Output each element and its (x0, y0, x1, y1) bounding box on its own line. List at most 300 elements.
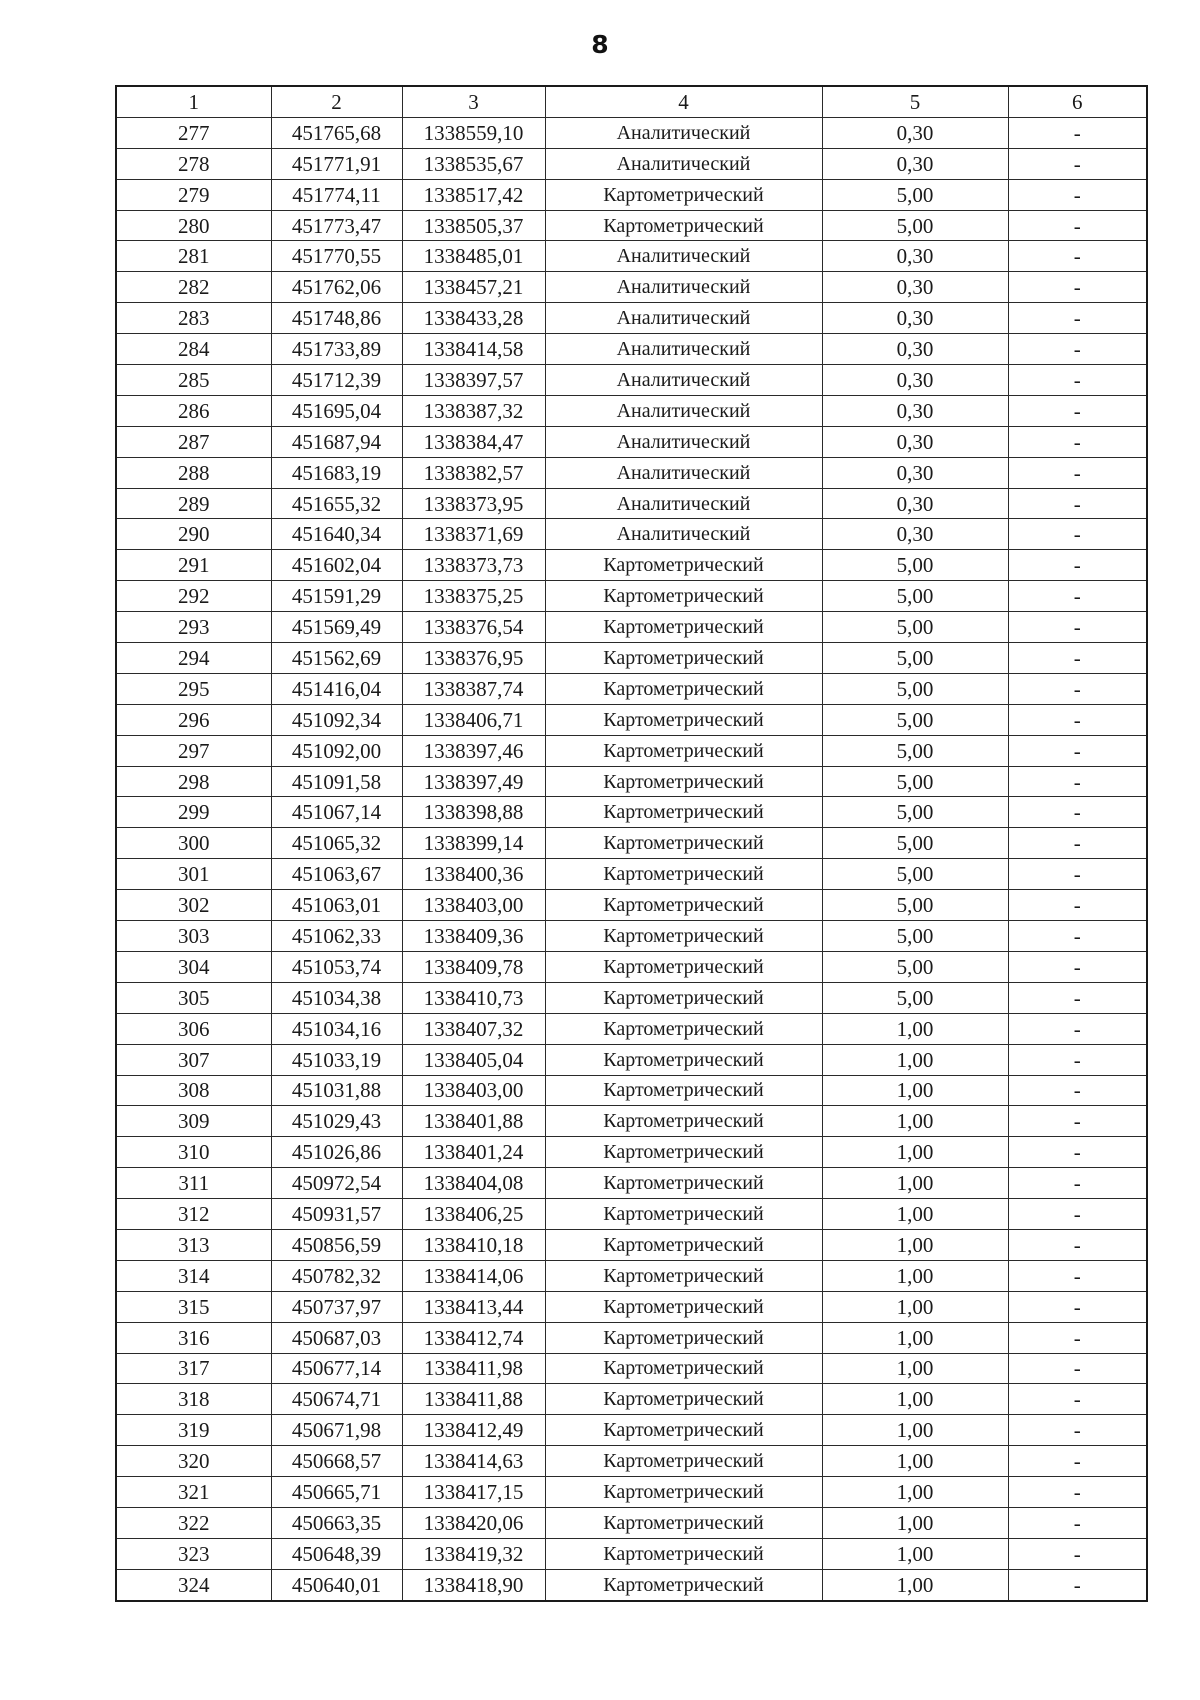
note-cell: - (1008, 951, 1147, 982)
accuracy-cell: 1,00 (822, 1538, 1008, 1569)
table-row (116, 643, 1147, 674)
accuracy-cell: 0,30 (822, 148, 1008, 179)
point-number-cell: 279 (116, 179, 271, 210)
y-coordinate-cell: 1338404,08 (402, 1168, 545, 1199)
note-cell: - (1008, 1291, 1147, 1322)
note-cell: - (1008, 519, 1147, 550)
accuracy-cell: 5,00 (822, 735, 1008, 766)
accuracy-cell: 5,00 (822, 179, 1008, 210)
note-cell: - (1008, 859, 1147, 890)
table-row (116, 1075, 1147, 1106)
accuracy-cell: 1,00 (822, 1168, 1008, 1199)
note-cell: - (1008, 1569, 1147, 1600)
y-coordinate-cell: 1338505,37 (402, 210, 545, 241)
point-number-cell: 323 (116, 1538, 271, 1569)
point-number-cell: 315 (116, 1291, 271, 1322)
y-coordinate-cell: 1338387,32 (402, 395, 545, 426)
note-cell: - (1008, 272, 1147, 303)
accuracy-cell: 0,30 (822, 117, 1008, 148)
point-number-cell: 305 (116, 982, 271, 1013)
point-number-cell: 308 (116, 1075, 271, 1106)
y-coordinate-cell: 1338412,74 (402, 1322, 545, 1353)
point-number-cell: 313 (116, 1229, 271, 1260)
point-number-cell: 291 (116, 550, 271, 581)
note-cell: - (1008, 982, 1147, 1013)
y-coordinate-cell: 1338373,73 (402, 550, 545, 581)
note-cell: - (1008, 1446, 1147, 1477)
table-row (116, 334, 1147, 365)
method-cell: Картометрический (545, 581, 822, 612)
accuracy-cell: 5,00 (822, 581, 1008, 612)
note-cell: - (1008, 148, 1147, 179)
accuracy-cell: 1,00 (822, 1477, 1008, 1508)
method-cell: Аналитический (545, 365, 822, 396)
method-cell: Картометрический (545, 210, 822, 241)
method-cell: Аналитический (545, 334, 822, 365)
note-cell: - (1008, 673, 1147, 704)
x-coordinate-cell: 451034,38 (271, 982, 402, 1013)
point-number-cell: 277 (116, 117, 271, 148)
table-row (116, 673, 1147, 704)
method-cell: Аналитический (545, 488, 822, 519)
note-cell: - (1008, 1353, 1147, 1384)
table-row (116, 1199, 1147, 1230)
y-coordinate-cell: 1338457,21 (402, 272, 545, 303)
x-coordinate-cell: 450640,01 (271, 1569, 402, 1600)
x-coordinate-cell: 451053,74 (271, 951, 402, 982)
table-row (116, 735, 1147, 766)
method-cell: Картометрический (545, 1569, 822, 1600)
x-coordinate-cell: 451770,55 (271, 241, 402, 272)
table-row (116, 550, 1147, 581)
method-cell: Аналитический (545, 395, 822, 426)
accuracy-cell: 0,30 (822, 519, 1008, 550)
point-number-cell: 299 (116, 797, 271, 828)
point-number-cell: 284 (116, 334, 271, 365)
note-cell: - (1008, 365, 1147, 396)
y-coordinate-cell: 1338400,36 (402, 859, 545, 890)
x-coordinate-cell: 451065,32 (271, 828, 402, 859)
y-coordinate-cell: 1338410,73 (402, 982, 545, 1013)
table-row (116, 1137, 1147, 1168)
accuracy-cell: 0,30 (822, 365, 1008, 396)
method-cell: Картометрический (545, 1168, 822, 1199)
x-coordinate-cell: 450931,57 (271, 1199, 402, 1230)
x-coordinate-cell: 451765,68 (271, 117, 402, 148)
method-cell: Картометрический (545, 797, 822, 828)
method-cell: Аналитический (545, 519, 822, 550)
x-coordinate-cell: 451695,04 (271, 395, 402, 426)
x-coordinate-cell: 451733,89 (271, 334, 402, 365)
point-number-cell: 311 (116, 1168, 271, 1199)
x-coordinate-cell: 450663,35 (271, 1507, 402, 1538)
point-number-cell: 298 (116, 766, 271, 797)
y-coordinate-cell: 1338535,67 (402, 148, 545, 179)
point-number-cell: 317 (116, 1353, 271, 1384)
note-cell: - (1008, 426, 1147, 457)
table-row (116, 519, 1147, 550)
accuracy-cell: 1,00 (822, 1013, 1008, 1044)
table-row (116, 828, 1147, 859)
point-number-cell: 300 (116, 828, 271, 859)
x-coordinate-cell: 451562,69 (271, 643, 402, 674)
accuracy-cell: 1,00 (822, 1384, 1008, 1415)
note-cell: - (1008, 797, 1147, 828)
table-row (116, 303, 1147, 334)
x-coordinate-cell: 450677,14 (271, 1353, 402, 1384)
y-coordinate-cell: 1338413,44 (402, 1291, 545, 1322)
y-coordinate-cell: 1338397,46 (402, 735, 545, 766)
table-row (116, 890, 1147, 921)
y-coordinate-cell: 1338419,32 (402, 1538, 545, 1569)
x-coordinate-cell: 450668,57 (271, 1446, 402, 1477)
y-coordinate-cell: 1338384,47 (402, 426, 545, 457)
method-cell: Аналитический (545, 148, 822, 179)
x-coordinate-cell: 450737,97 (271, 1291, 402, 1322)
accuracy-cell: 5,00 (822, 797, 1008, 828)
y-coordinate-cell: 1338376,54 (402, 612, 545, 643)
point-number-cell: 306 (116, 1013, 271, 1044)
x-coordinate-cell: 451034,16 (271, 1013, 402, 1044)
y-coordinate-cell: 1338397,57 (402, 365, 545, 396)
method-cell: Картометрический (545, 673, 822, 704)
accuracy-cell: 5,00 (822, 673, 1008, 704)
table-body (116, 117, 1147, 1600)
method-cell: Картометрический (545, 828, 822, 859)
note-cell: - (1008, 1384, 1147, 1415)
table-row (116, 1477, 1147, 1508)
table-row (116, 1291, 1147, 1322)
table-row (116, 148, 1147, 179)
method-cell: Картометрический (545, 1229, 822, 1260)
note-cell: - (1008, 735, 1147, 766)
note-cell: - (1008, 704, 1147, 735)
note-cell: - (1008, 457, 1147, 488)
method-cell: Картометрический (545, 1507, 822, 1538)
table-row (116, 272, 1147, 303)
table-row (116, 982, 1147, 1013)
table-row (116, 766, 1147, 797)
x-coordinate-cell: 451773,47 (271, 210, 402, 241)
table-row (116, 1507, 1147, 1538)
y-coordinate-cell: 1338376,95 (402, 643, 545, 674)
note-cell: - (1008, 488, 1147, 519)
note-cell: - (1008, 1229, 1147, 1260)
method-cell: Картометрический (545, 766, 822, 797)
point-number-cell: 320 (116, 1446, 271, 1477)
point-number-cell: 319 (116, 1415, 271, 1446)
table-row (116, 1353, 1147, 1384)
method-cell: Картометрический (545, 1199, 822, 1230)
accuracy-cell: 1,00 (822, 1415, 1008, 1446)
column-header-2: 2 (271, 86, 402, 117)
note-cell: - (1008, 643, 1147, 674)
point-number-cell: 296 (116, 704, 271, 735)
note-cell: - (1008, 766, 1147, 797)
method-cell: Аналитический (545, 117, 822, 148)
y-coordinate-cell: 1338409,36 (402, 921, 545, 952)
y-coordinate-cell: 1338373,95 (402, 488, 545, 519)
note-cell: - (1008, 581, 1147, 612)
point-number-cell: 290 (116, 519, 271, 550)
accuracy-cell: 5,00 (822, 982, 1008, 1013)
point-number-cell: 288 (116, 457, 271, 488)
y-coordinate-cell: 1338433,28 (402, 303, 545, 334)
accuracy-cell: 1,00 (822, 1199, 1008, 1230)
y-coordinate-cell: 1338375,25 (402, 581, 545, 612)
point-number-cell: 322 (116, 1507, 271, 1538)
note-cell: - (1008, 1477, 1147, 1508)
accuracy-cell: 1,00 (822, 1569, 1008, 1600)
column-header-6: 6 (1008, 86, 1147, 117)
note-cell: - (1008, 1137, 1147, 1168)
table-row (116, 457, 1147, 488)
accuracy-cell: 1,00 (822, 1229, 1008, 1260)
method-cell: Картометрический (545, 735, 822, 766)
y-coordinate-cell: 1338559,10 (402, 117, 545, 148)
x-coordinate-cell: 451569,49 (271, 612, 402, 643)
y-coordinate-cell: 1338406,25 (402, 1199, 545, 1230)
y-coordinate-cell: 1338409,78 (402, 951, 545, 982)
y-coordinate-cell: 1338420,06 (402, 1507, 545, 1538)
y-coordinate-cell: 1338401,88 (402, 1106, 545, 1137)
table-row (116, 859, 1147, 890)
table-row (116, 951, 1147, 982)
method-cell: Картометрический (545, 1322, 822, 1353)
point-number-cell: 321 (116, 1477, 271, 1508)
table-row (116, 1229, 1147, 1260)
x-coordinate-cell: 450972,54 (271, 1168, 402, 1199)
x-coordinate-cell: 451067,14 (271, 797, 402, 828)
table-row (116, 1013, 1147, 1044)
accuracy-cell: 1,00 (822, 1353, 1008, 1384)
accuracy-cell: 0,30 (822, 334, 1008, 365)
x-coordinate-cell: 451091,58 (271, 766, 402, 797)
y-coordinate-cell: 1338401,24 (402, 1137, 545, 1168)
point-number-cell: 294 (116, 643, 271, 674)
accuracy-cell: 0,30 (822, 488, 1008, 519)
accuracy-cell: 0,30 (822, 457, 1008, 488)
x-coordinate-cell: 451092,34 (271, 704, 402, 735)
point-number-cell: 280 (116, 210, 271, 241)
point-number-cell: 297 (116, 735, 271, 766)
point-number-cell: 310 (116, 1137, 271, 1168)
column-header-3: 3 (402, 86, 545, 117)
method-cell: Картометрический (545, 1260, 822, 1291)
x-coordinate-cell: 451026,86 (271, 1137, 402, 1168)
point-number-cell: 282 (116, 272, 271, 303)
table-row (116, 365, 1147, 396)
point-number-cell: 314 (116, 1260, 271, 1291)
y-coordinate-cell: 1338405,04 (402, 1044, 545, 1075)
x-coordinate-cell: 451062,33 (271, 921, 402, 952)
method-cell: Картометрический (545, 1137, 822, 1168)
accuracy-cell: 0,30 (822, 303, 1008, 334)
x-coordinate-cell: 451762,06 (271, 272, 402, 303)
accuracy-cell: 0,30 (822, 395, 1008, 426)
point-number-cell: 295 (116, 673, 271, 704)
accuracy-cell: 5,00 (822, 704, 1008, 735)
note-cell: - (1008, 1415, 1147, 1446)
point-number-cell: 292 (116, 581, 271, 612)
point-number-cell: 293 (116, 612, 271, 643)
y-coordinate-cell: 1338414,63 (402, 1446, 545, 1477)
note-cell: - (1008, 1199, 1147, 1230)
method-cell: Картометрический (545, 982, 822, 1013)
x-coordinate-cell: 451416,04 (271, 673, 402, 704)
y-coordinate-cell: 1338414,06 (402, 1260, 545, 1291)
table-row (116, 1538, 1147, 1569)
accuracy-cell: 1,00 (822, 1106, 1008, 1137)
note-cell: - (1008, 241, 1147, 272)
x-coordinate-cell: 451031,88 (271, 1075, 402, 1106)
method-cell: Картометрический (545, 890, 822, 921)
point-number-cell: 312 (116, 1199, 271, 1230)
accuracy-cell: 1,00 (822, 1044, 1008, 1075)
table-row (116, 612, 1147, 643)
method-cell: Картометрический (545, 1446, 822, 1477)
note-cell: - (1008, 550, 1147, 581)
x-coordinate-cell: 451771,91 (271, 148, 402, 179)
accuracy-cell: 1,00 (822, 1075, 1008, 1106)
accuracy-cell: 1,00 (822, 1322, 1008, 1353)
method-cell: Картометрический (545, 1353, 822, 1384)
x-coordinate-cell: 450856,59 (271, 1229, 402, 1260)
method-cell: Аналитический (545, 426, 822, 457)
header-row (116, 86, 1147, 117)
y-coordinate-cell: 1338411,88 (402, 1384, 545, 1415)
note-cell: - (1008, 334, 1147, 365)
x-coordinate-cell: 450782,32 (271, 1260, 402, 1291)
point-number-cell: 285 (116, 365, 271, 396)
accuracy-cell: 1,00 (822, 1291, 1008, 1322)
accuracy-cell: 5,00 (822, 828, 1008, 859)
method-cell: Картометрический (545, 1013, 822, 1044)
method-cell: Картометрический (545, 951, 822, 982)
method-cell: Аналитический (545, 303, 822, 334)
table-row (116, 426, 1147, 457)
y-coordinate-cell: 1338411,98 (402, 1353, 545, 1384)
point-number-cell: 324 (116, 1569, 271, 1600)
accuracy-cell: 1,00 (822, 1446, 1008, 1477)
x-coordinate-cell: 451063,01 (271, 890, 402, 921)
note-cell: - (1008, 890, 1147, 921)
y-coordinate-cell: 1338371,69 (402, 519, 545, 550)
note-cell: - (1008, 210, 1147, 241)
note-cell: - (1008, 921, 1147, 952)
x-coordinate-cell: 451712,39 (271, 365, 402, 396)
y-coordinate-cell: 1338410,18 (402, 1229, 545, 1260)
note-cell: - (1008, 1168, 1147, 1199)
table-header (116, 86, 1147, 117)
y-coordinate-cell: 1338418,90 (402, 1569, 545, 1600)
note-cell: - (1008, 395, 1147, 426)
note-cell: - (1008, 1538, 1147, 1569)
x-coordinate-cell: 451687,94 (271, 426, 402, 457)
accuracy-cell: 5,00 (822, 550, 1008, 581)
point-number-cell: 302 (116, 890, 271, 921)
method-cell: Картометрический (545, 1477, 822, 1508)
y-coordinate-cell: 1338412,49 (402, 1415, 545, 1446)
accuracy-cell: 1,00 (822, 1137, 1008, 1168)
y-coordinate-cell: 1338403,00 (402, 890, 545, 921)
y-coordinate-cell: 1338397,49 (402, 766, 545, 797)
x-coordinate-cell: 450665,71 (271, 1477, 402, 1508)
column-header-5: 5 (822, 86, 1008, 117)
y-coordinate-cell: 1338417,15 (402, 1477, 545, 1508)
table-row (116, 1446, 1147, 1477)
x-coordinate-cell: 451033,19 (271, 1044, 402, 1075)
table-row (116, 1415, 1147, 1446)
accuracy-cell: 5,00 (822, 951, 1008, 982)
note-cell: - (1008, 1106, 1147, 1137)
method-cell: Аналитический (545, 457, 822, 488)
note-cell: - (1008, 1507, 1147, 1538)
method-cell: Аналитический (545, 272, 822, 303)
method-cell: Картометрический (545, 643, 822, 674)
x-coordinate-cell: 451683,19 (271, 457, 402, 488)
table-row (116, 704, 1147, 735)
accuracy-cell: 0,30 (822, 272, 1008, 303)
method-cell: Картометрический (545, 859, 822, 890)
point-number-cell: 281 (116, 241, 271, 272)
method-cell: Картометрический (545, 1384, 822, 1415)
table-row (116, 1168, 1147, 1199)
table-row (116, 488, 1147, 519)
point-number-cell: 289 (116, 488, 271, 519)
table-row (116, 117, 1147, 148)
x-coordinate-cell: 451591,29 (271, 581, 402, 612)
point-number-cell: 303 (116, 921, 271, 952)
x-coordinate-cell: 451602,04 (271, 550, 402, 581)
coordinates-table (115, 85, 1148, 1602)
method-cell: Картометрический (545, 1044, 822, 1075)
note-cell: - (1008, 1322, 1147, 1353)
table-row (116, 797, 1147, 828)
note-cell: - (1008, 117, 1147, 148)
table-row (116, 1260, 1147, 1291)
table-row (116, 1384, 1147, 1415)
accuracy-cell: 5,00 (822, 643, 1008, 674)
note-cell: - (1008, 612, 1147, 643)
method-cell: Картометрический (545, 612, 822, 643)
method-cell: Картометрический (545, 1106, 822, 1137)
accuracy-cell: 1,00 (822, 1507, 1008, 1538)
y-coordinate-cell: 1338398,88 (402, 797, 545, 828)
table-row (116, 921, 1147, 952)
accuracy-cell: 1,00 (822, 1260, 1008, 1291)
y-coordinate-cell: 1338414,58 (402, 334, 545, 365)
y-coordinate-cell: 1338387,74 (402, 673, 545, 704)
point-number-cell: 278 (116, 148, 271, 179)
x-coordinate-cell: 451774,11 (271, 179, 402, 210)
accuracy-cell: 0,30 (822, 241, 1008, 272)
note-cell: - (1008, 303, 1147, 334)
method-cell: Картометрический (545, 1538, 822, 1569)
y-coordinate-cell: 1338517,42 (402, 179, 545, 210)
table-row (116, 1106, 1147, 1137)
method-cell: Картометрический (545, 1415, 822, 1446)
point-number-cell: 316 (116, 1322, 271, 1353)
y-coordinate-cell: 1338485,01 (402, 241, 545, 272)
method-cell: Картометрический (545, 1291, 822, 1322)
note-cell: - (1008, 1075, 1147, 1106)
note-cell: - (1008, 1260, 1147, 1291)
x-coordinate-cell: 450671,98 (271, 1415, 402, 1446)
x-coordinate-cell: 451655,32 (271, 488, 402, 519)
x-coordinate-cell: 451748,86 (271, 303, 402, 334)
x-coordinate-cell: 450648,39 (271, 1538, 402, 1569)
